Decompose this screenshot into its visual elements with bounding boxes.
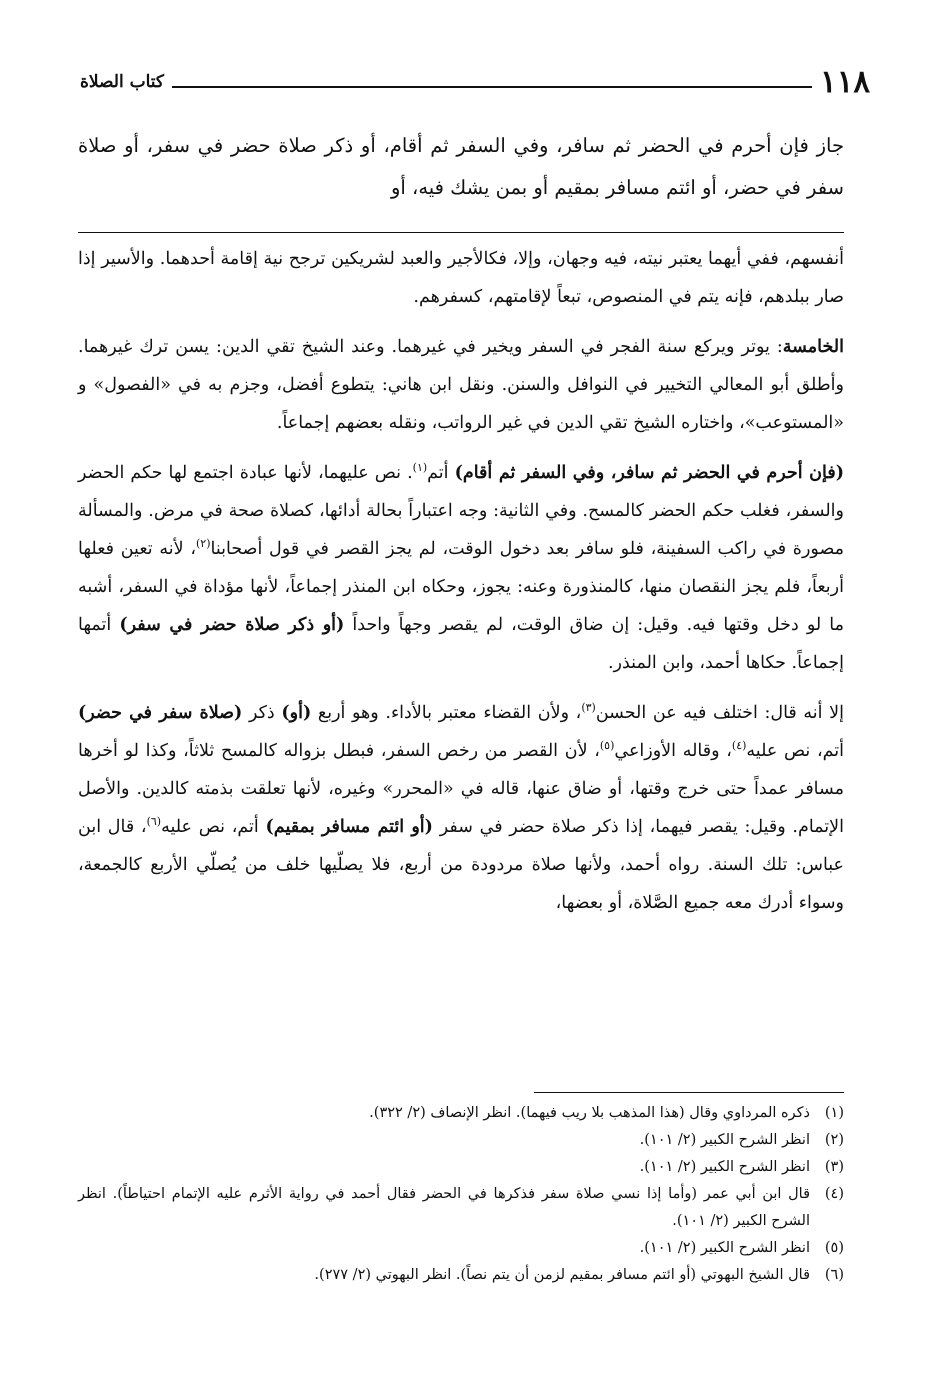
paragraph-2-text: : يوتر ويركع سنة الفجر في السفر ويخير في غيرهما. وعند الشيخ تقي الدين: يسن ترك غيرهما. وأطلق أبو المعالي التخيير في النوافل والسنن. ونقل ابن هاني: يتطوع أفضل، وجزم به في «الفصول» و «المستوعب»، واختاره الشيخ تقي الدين في غير الرواتب، ونقله بعضهم إجماعاً. [78, 337, 844, 433]
footnote-text: قال ابن أبي عمر (وأما إذا نسي صلاة سفر فذكرها في الحضر فقال أحمد في رواية الأثرم عليه الإتمام احتياطاً). انظر الشرح الكبير (٢/ ١٠١). [78, 1186, 810, 1229]
text-run: ، قال ابن عباس: تلك السنة. رواه أحمد، ولأنها صلاة مردودة من أربع، فلا يصلّيها خلف من يُصلّي الأربع كالجمعة، وسواء أدرك معه جميع الصَّلاة، أو بعضها، [78, 817, 844, 913]
footnote-text: انظر الشرح الكبير (٢/ ١٠١). [639, 1240, 810, 1256]
footnote-ref: (٤) [731, 739, 747, 753]
footnote-text: قال الشيخ البهوتي (أو ائتم مسافر بمقيم لزمن أن يتم نصاً). انظر البهوتي (٢/ ٢٧٧). [314, 1267, 810, 1283]
text-run: أتم [427, 463, 455, 483]
matn-quote: (أو ائتم مسافر بمقيم) [265, 817, 433, 837]
footnote-number: (٢) [824, 1132, 844, 1148]
footnote-number: (١) [824, 1105, 844, 1121]
text-run: ذكر [242, 703, 282, 723]
footnote-number: (٤) [824, 1186, 844, 1202]
footnote [78, 1154, 844, 1181]
footnote-number: (٣) [824, 1159, 844, 1175]
footnote-text: انظر الشرح الكبير (٢/ ١٠١). [639, 1132, 810, 1148]
book-title: كتاب الصلاة [80, 72, 165, 92]
page-header [80, 62, 870, 102]
footnote-ref: (١) [412, 461, 428, 475]
footnote-text: ذكره المرداوي وقال (هذا المذهب بلا ريب فيهما). انظر الإنصاف (٢/ ٣٢٢). [369, 1105, 810, 1121]
text-run: ، لأنه تعين فعلها أربعاً، فلم يجز النقصان منها، كالمنذورة وعنه: يجوز، وحكاه ابن المنذر إجماعاً، لأنها مؤداة في السفر، أشبه ما لو دخل وقتها فيه. وقيل: إن ضاق الوقت، لم يقصر وجهاً واحداً [78, 539, 845, 635]
matn-quote: (أو) [281, 703, 312, 723]
section-lead: الخامسة [782, 337, 844, 357]
footnote-number: (٦) [824, 1267, 844, 1283]
matn-separator [78, 232, 844, 233]
paragraph-4 [78, 694, 844, 922]
footnotes [78, 1100, 844, 1289]
footnote [78, 1127, 844, 1154]
footnote-ref: (٦) [146, 815, 162, 829]
text-run: أتم، نص عليه [746, 741, 844, 761]
matn-text [78, 125, 844, 209]
matn-quote: (صلاة سفر في حضر) [78, 703, 243, 723]
text-run: أتمها إجماعاً. حكاها أحمد، وابن المنذر. [78, 615, 844, 673]
matn-quote: (فإن أحرم في الحضر ثم سافر، وفي السفر ثم أقام) [454, 463, 844, 483]
footnote-number: (٥) [824, 1240, 844, 1256]
page-number: ١١٨ [820, 64, 870, 100]
text-run: ، ولأن القضاء معتبر بالأداء. وهو أربع [311, 703, 582, 723]
footnote-text: انظر الشرح الكبير (٢/ ١٠١). [639, 1159, 810, 1175]
header-rule [172, 86, 812, 88]
text-run: إلا أنه قال: اختلف فيه عن الحسن [595, 703, 844, 723]
text-run: ، وقاله الأوزاعي [614, 741, 732, 761]
footnote [78, 1181, 844, 1235]
footnote-ref: (٣) [581, 701, 596, 715]
paragraph-1: أنفسهم، ففي أيهما يعتبر نيته، فيه وجهان، وإلا، فكالأجير والعبد لشريكين ترجح نية إقامة أحدهما. والأسير إذا صار ببلدهم، فإنه يتم في المنصوص، تبعاً لإقامتهم، كسفرهم. [78, 249, 844, 307]
text-run: ، لأن القصر من رخص السفر، فبطل بزواله كالمسح ثلاثاً، وكذا لو أخرها مسافر عمداً حتى خرج وقتها، أو ضاق عنها، قاله في «المحرر» وغيره، لأنها تعلقت بذمته كالدين. والأصل الإتمام. وقيل: يقصر فيهما، إذا ذكر صلاة حضر في سفر [78, 741, 844, 837]
text-run: . نص عليهما، لأنها عبادة اجتمع لها حكم الحضر والسفر، فغلب حكم الحضر كالمسح. وفي الثانية: وجه اعتباراً بحالة أدائها، كصلاة صحة في مرض. والمسألة مصورة في راكب السفينة، فلو سافر بعد دخول الوقت، لم يجز القصر في قول أصحابنا [78, 463, 844, 559]
matn-line: جاز فإن أحرم في الحضر ثم سافر، وفي السفر ثم أقام، أو ذكر صلاة حضر في سفر، أو صلاة سفر في حضر، أو ائتم مسافر بمقيم أو بمن يشك فيه، أو [78, 134, 844, 199]
matn-quote: (أو ذكر صلاة حضر في سفر) [119, 615, 345, 635]
footnote-ref: (٢) [195, 537, 211, 551]
text-run: أتم، نص عليه [161, 817, 266, 837]
paragraph-2 [78, 328, 844, 442]
footnote-ref: (٥) [599, 739, 615, 753]
footnote [78, 1235, 844, 1262]
footnote [78, 1262, 844, 1289]
paragraph-3 [78, 454, 844, 682]
commentary [78, 240, 844, 934]
footnote [78, 1100, 844, 1127]
footnote-separator [534, 1092, 844, 1093]
